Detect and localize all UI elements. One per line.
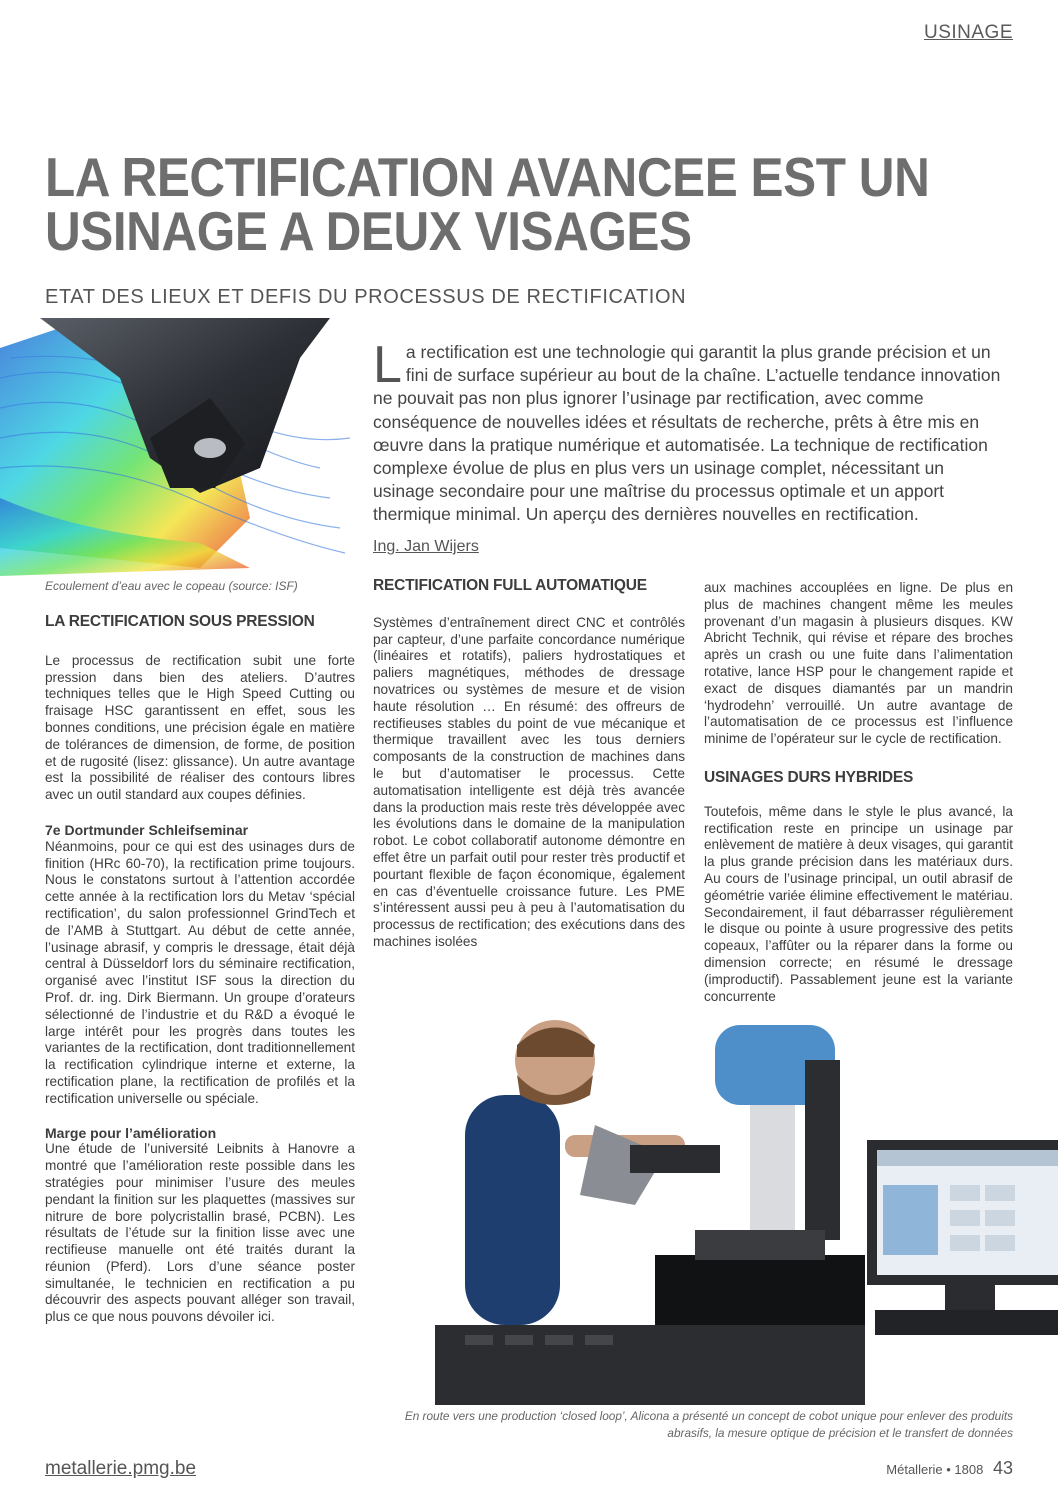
col1-paragraph-2: Néanmoins, pour ce qui est des usinages durs de finition (HRc 60-70), la rectification prime toujours. Nous le constatons surtout à l’attention accordée cette année à la rectification lors du Metav ‘spécial rectification’, du salon professionnel GrindTech et de l’AMB à Stuttgart. Au début de cette année, l’usinage abrasif, y compris le dressage, était déjà central à Düsseldorf lors du séminaire rectification, organisé avec l’institut ISF sous la direction du Prof. dr. ing. Dirk Biermann. Un groupe d’orateurs sélectionné de l’industrie et du R&D a évoqué le large intérêt pour les progrès dans toutes les variantes de la rectification, dont traditionnellement la rectification cylindrique interne et externe, la rectification plane, la rectification de profilés et la rectification universelle ou spéciale. bbox=[45, 838, 355, 1106]
intro-text: a rectification est une technologie qui garantit la plus grande précision et un fini de surface supérieur au bout de la chaîne. L’actuelle tendance innovation ne pouvait pas non plus ignorer l’usinage par rectification, avec comme conséquence de nouvelles idées et résultats de recherche, prêts à être mis en œuvre dans la pratique numérique et automatisée. La technique de rectification complexe évolue de plus en plus vers un usinage complet, nécessitant un usinage secondaire pour une maîtrise du processus optimale et un apport thermique minimal. Un aperçu des dernières nouvelles en rectification. bbox=[373, 342, 1001, 525]
column-2 bbox=[373, 578, 685, 951]
col3-paragraph-2: Toutefois, même dans le style le plus avancé, la rectification reste en principe un usinage par enlèvement de matière à deux visages, qui garantit la plus grande précision dans les matériaux durs. Au cours de l’usinage principal, un outil abrasif de géométrie variée élimine effectivement le matériau. Secondairement, il faut débarrasser régulièrement le disque ou pointe à usure progressive des petits copeaux, l’affûter ou la réparer dans la forme ou dimension correcte; en résumé le dressage (improductif). Passablement jeune est la variante concurrente bbox=[704, 803, 1013, 1004]
col3-paragraph-1: aux machines accouplées en ligne. De plus en plus de machines changent même les meules provenant d’un magasin à plusieurs disques. KW Abricht Technik, qui révise et répare des broches après un crash ou une fuite dans l’alimentation rotative, lance HSP pour le changement rapide et exact de disques diamantés par un mandrin ‘hydrodehn’ verrouillé. Un autre avantage de l’automatisation de ce processus est l’influence minime de l’opérateur sur le cycle de rectification. bbox=[704, 580, 1013, 747]
col2-paragraph-1: Systèmes d’entraînement direct CNC et contrôlés par capteur, d’une parfaite concordance numérique (linéaires et rotatifs), paliers hydrostatiques et paliers magnétiques, méthodes de dressage novatrices ou systèmes de mesure et de vision haute résolution … En résumé: des offreurs de rectifieuses stables du point de vue mécanique et thermique travaillent avec les tous derniers composants de la construction de machines dans le but d’automatiser le processus. Cette automatisation intelligente est déjà très avancée dans la production mais reste très développée avec les évolutions dans le domaine de la manipulation robot. Le cobot collaboratif autonome démontre en effet être un parfait outil pour rester très productif et pourtant flexible de façon économique, également en cas d’éventuelle croissance future. Les PME s’intéressent aussi peu à peu à l’automatisation du processus de rectification; des exécutions dans des machines isolées bbox=[373, 614, 685, 949]
page-number: 43 bbox=[992, 1458, 1013, 1478]
article-headline bbox=[45, 146, 930, 262]
issue-label: Métallerie • 1808 bbox=[886, 1462, 984, 1477]
section-heading-pressure: LA RECTIFICATION SOUS PRESSION bbox=[45, 613, 315, 630]
col1-paragraph-1: Le processus de rectification subit une forte pression dans bien des ateliers. D’autres techniques telles que le High Speed Cutting ou fraisage HSC garantissent en effet, sous les bonnes conditions, une précision égale en matière de tolérances de dimension, de forme, de position et de rugosité (lisez: glissance). Un autre avantage est la possibilité de réaliser des contours libres avec un outil standard aux coupes définies. bbox=[45, 652, 355, 803]
col1-paragraph-3: Une étude de l’université Leibnits à Hanovre a montré que l’amélioration reste possible dans les stratégies pour minimiser l’usure des meules pendant la finition sur les plaquettes (massives sur nitrure de bore polycristallin brasé, PCBN). Les résultats de l’étude sur la finition lisse avec une rectifieuse manuelle ont été traités durant la réunion (Pferd). Lors d’une séance poster simultanée, le technicien en rectification a pu découvrir des aspects pouvant alléger son travail, plus ce que nous pouvons dévoiler ici. bbox=[45, 1141, 355, 1325]
photo-caption: En route vers une production ‘closed loop’, Alicona a présenté un concept de cobot unique pour enlever des produits abrasifs, la mesure optique de précision et le transfert de données bbox=[404, 1409, 1013, 1440]
column-1 bbox=[45, 614, 355, 1326]
article-intro bbox=[373, 336, 1008, 527]
footer-issue-info bbox=[886, 1458, 1013, 1479]
subheading-dortmunder: 7e Dortmunder Schleifseminar bbox=[45, 821, 249, 838]
headline-line-1: LA RECTIFICATION AVANCEE EST UN bbox=[45, 146, 930, 208]
article-subheadline: ETAT DES LIEUX ET DEFIS DU PROCESSUS DE RECTIFICATION bbox=[45, 286, 687, 308]
headline-line-2: USINAGE A DEUX VISAGES bbox=[45, 200, 692, 262]
section-heading-automation: RECTIFICATION FULL AUTOMATIQUE bbox=[373, 577, 647, 594]
footer-website-link[interactable]: metallerie.pmg.be bbox=[45, 1458, 197, 1479]
section-heading-hybrid: USINAGES DURS HYBRIDES bbox=[704, 768, 914, 786]
author-byline[interactable]: Ing. Jan Wijers bbox=[373, 538, 479, 555]
cobot-workstation-photo bbox=[405, 1005, 1058, 1405]
section-tag[interactable]: USINAGE bbox=[923, 22, 1013, 43]
intro-dropcap: L bbox=[373, 336, 402, 394]
water-flow-simulation-image bbox=[0, 318, 355, 576]
hero-image-caption: Ecoulement d’eau avec le copeau (source: ISF) bbox=[45, 579, 298, 593]
column-3 bbox=[704, 580, 1013, 1005]
subheading-marge: Marge pour l’amélioration bbox=[45, 1124, 217, 1141]
